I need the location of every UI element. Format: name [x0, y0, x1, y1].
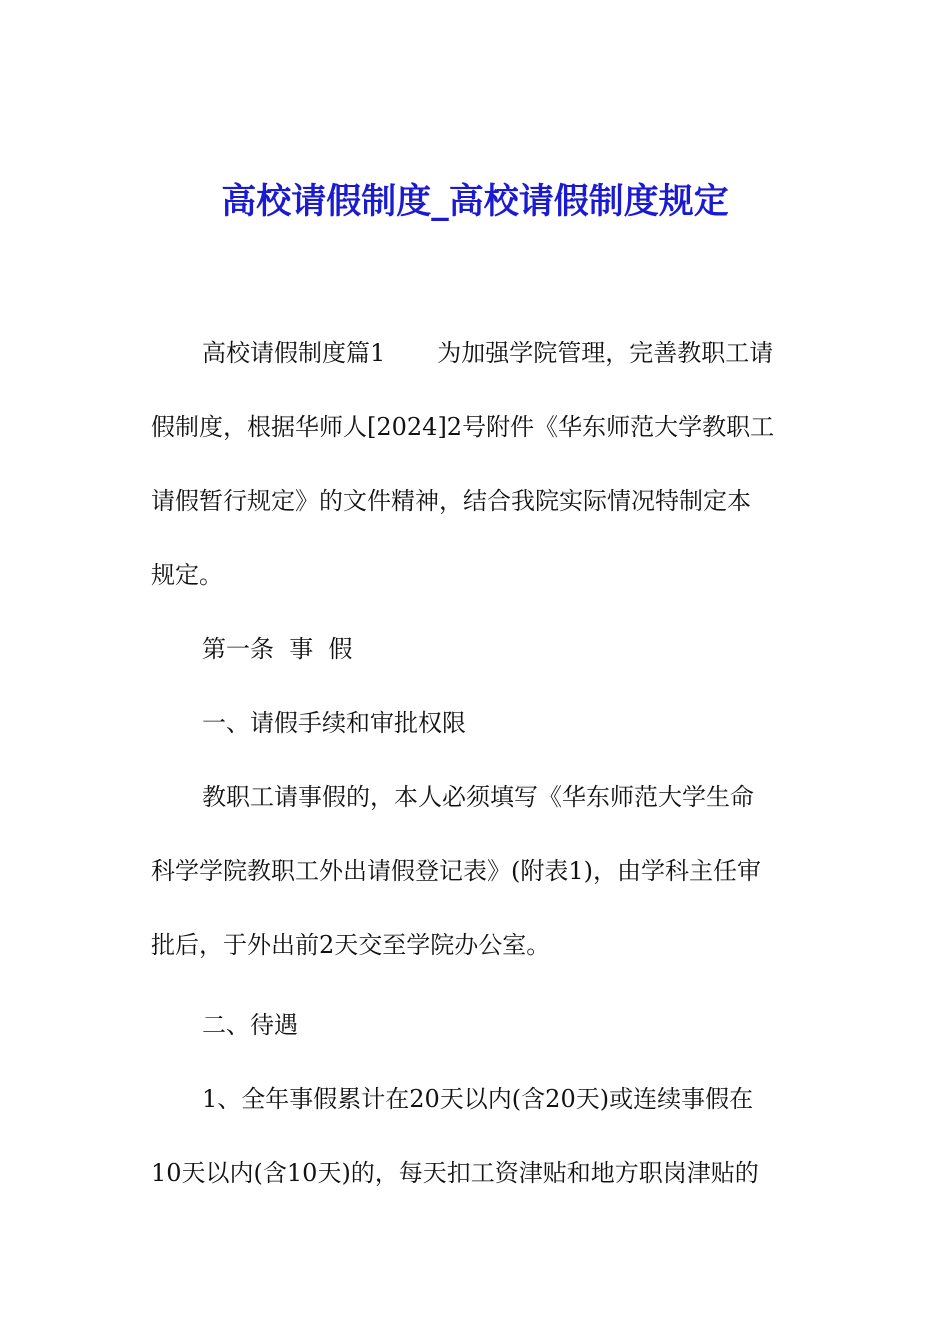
paragraph-line: 1、全年事假累计在20天以内(含20天)或连续事假在	[202, 1085, 754, 1113]
subsection-heading: 二、待遇	[202, 1011, 298, 1039]
paragraph-line: 科学学院教职工外出请假登记表》(附表1)，由学科主任审	[151, 857, 761, 885]
paragraph-line: 批后，于外出前2天交至学院办公室。	[151, 931, 551, 959]
paragraph-intro	[151, 316, 811, 612]
paragraph-procedure	[151, 760, 811, 982]
paragraph-line: 教职工请事假的，本人必须填写《华东师范大学生命	[202, 783, 754, 811]
article-heading: 第一条 事 假	[202, 635, 353, 663]
paragraph-benefits	[151, 1062, 811, 1210]
paragraph-line: 规定。	[151, 561, 223, 589]
subsection-heading: 一、请假手续和审批权限	[202, 709, 466, 737]
paragraph-line: 10天以内(含10天)的，每天扣工资津贴和地方职岗津贴的	[151, 1159, 759, 1187]
paragraph-line: 请假暂行规定》的文件精神，结合我院实际情况特制定本	[151, 487, 751, 515]
paragraph-line: 假制度，根据华师人[2024]2号附件《华东师范大学教职工	[151, 413, 775, 441]
section-heading: 高校请假制度篇1	[202, 339, 386, 367]
paragraph-line: 高校请假制度篇1 为加强学院管理，完善教职工请	[202, 339, 774, 367]
document-title: 高校请假制度_高校请假制度规定	[221, 181, 729, 222]
